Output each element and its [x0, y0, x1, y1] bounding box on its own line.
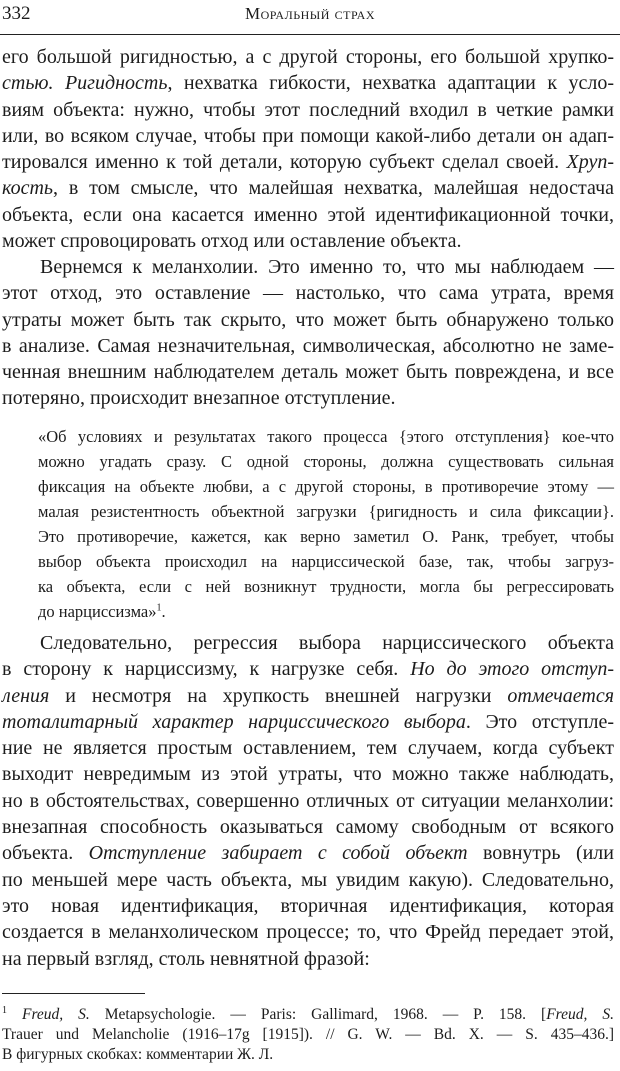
text-line: малая резистентность объектной загрузки {ригидность и сила фиксации}. [38, 502, 614, 521]
text-line: выбор объекта происходил на нарциссической базе, так, чтобы загруз- [38, 552, 614, 571]
text-line: тоталитарный характер нарциссического выбора. Это отступле- [2, 710, 614, 733]
text-line: в сторону к нарциссизму, к нагрузке себя. Но до этого отступ- [2, 658, 614, 681]
italic-text: Хруп- [566, 151, 614, 174]
text-line: виям объекта: нужно, чтобы этот последний входил в четкие рамки [2, 98, 614, 121]
paragraph-2 [2, 254, 614, 412]
text-line: объекта, если она касается именно этой идентификационной точки, [2, 203, 614, 226]
page-header [0, 0, 620, 35]
text-line: до нарциссизма»$^1$. [38, 602, 166, 621]
text-line: кость, в том смысле, что малейшая нехватка, малейшая недостача [2, 177, 614, 200]
italic-text: Но до этого отступ- [410, 658, 614, 681]
text-line: но в обстоятельствах, совершенно отличных от ситуации меланхолии: [2, 789, 614, 812]
text-line: потеряно, происходит внезапное отступление. [2, 387, 396, 410]
text-line: этот отход, это оставление — настолько, что сама утрата, время [2, 282, 614, 305]
text-line: фиксация на объекте любви, а с другой стороны, в противоречие этому — [38, 477, 614, 496]
text-line: выходит невредимым из этой утраты, что можно также наблюдать, [2, 763, 614, 786]
text-line: $^1$ Freud, S. Metapsychologie. — Paris: Gallimard, 1968. — P. 158. [Freud, S. [2, 1004, 615, 1023]
text-line: ления и несмотря на хрупкость внешней нагрузки отмечается [2, 684, 614, 707]
text-line: можно угадать сразу. С одной стороны, должна существовать сильная [38, 452, 614, 471]
italic-text: ления [2, 684, 50, 707]
text-line: Это противоречие, кажется, как верно заметил О. Ранк, требует, чтобы [38, 527, 614, 546]
text-line: создается в меланхолическом процессе; то, что Фрейд передает этой, [2, 921, 614, 944]
italic-text: кость [2, 177, 54, 200]
italic-text: Freud, S. [546, 1006, 615, 1023]
italic-text: Отступление забирает с собой объект [88, 842, 468, 865]
text-line: В фигурных скобках: комментарии Ж. Л. [2, 1046, 274, 1063]
italic-text: тоталитарный характер нарциссического выбора [2, 710, 466, 733]
text-line: «Об условиях и результатах такого процесса {этого отступления} кое-что [38, 427, 614, 446]
paragraph-3 [2, 630, 614, 972]
text-line: Вернемся к меланхолии. Это именно то, что мы наблюдаем — [40, 256, 614, 278]
running-title: Моральный страх [245, 4, 375, 23]
paragraph-1 [2, 44, 614, 254]
footnote-marker: 1 [156, 602, 162, 614]
text-line: ка объекта, если с ней возникнут трудности, могла бы регрессировать [38, 577, 614, 596]
text-line: может спровоцировать отход или оставление объекта. [2, 230, 462, 253]
block-quote [38, 424, 614, 624]
text-line: в анализе. Самая незначительная, символическая, абсолютно не заме- [2, 334, 614, 357]
footnote-rule [2, 993, 145, 994]
text-line: или, во всяком случае, чтобы при помощи какой-либо детали он адап- [2, 124, 614, 147]
text-line: Trauer und Melancholie (1916–17g [1915]). // G. W. — Bd. X. — S. 435–436.] [2, 1026, 614, 1043]
italic-text: отмечается [507, 684, 614, 707]
footnote [2, 1005, 614, 1065]
text-line: тировался именно к той детали, которую субъект сделал своей. Хруп- [2, 151, 614, 174]
text-line: внезапная способность оказываться самому свободным от всякого [2, 816, 614, 839]
text-line: его большой ригидностью, а с другой стороны, его большой хрупко- [2, 46, 614, 68]
text-line: ченная внешним наблюдателем деталь может быть повреждена, и все [2, 361, 614, 384]
text-line: это новая идентификация, вторичная идентификация, которая [2, 894, 614, 917]
text-line: по меньшей мере часть объекта, мы увидим какую). Следовательно, [2, 868, 614, 891]
text-line: ние не является простым оставлением, тем случаем, когда субъект [2, 737, 614, 760]
italic-text: стью. Ригидность [2, 72, 168, 95]
page-number: 332 [2, 3, 31, 24]
text-line: стью. Ригидность, нехватка гибкости, нехватка адаптации к усло- [2, 72, 614, 95]
text-line: на первый взгляд, столь невнятной фразой: [2, 947, 370, 970]
text-line: Следовательно, регрессия выбора нарциссического объекта [40, 632, 614, 654]
text-line: утраты может быть так скрыто, что может быть обнаружено только [2, 308, 614, 331]
text-line: объекта. Отступление забирает с собой объект вовнутрь (или [2, 842, 614, 865]
italic-text: Freud, S. [21, 1006, 90, 1023]
footnote-marker: 1 [2, 1004, 7, 1016]
